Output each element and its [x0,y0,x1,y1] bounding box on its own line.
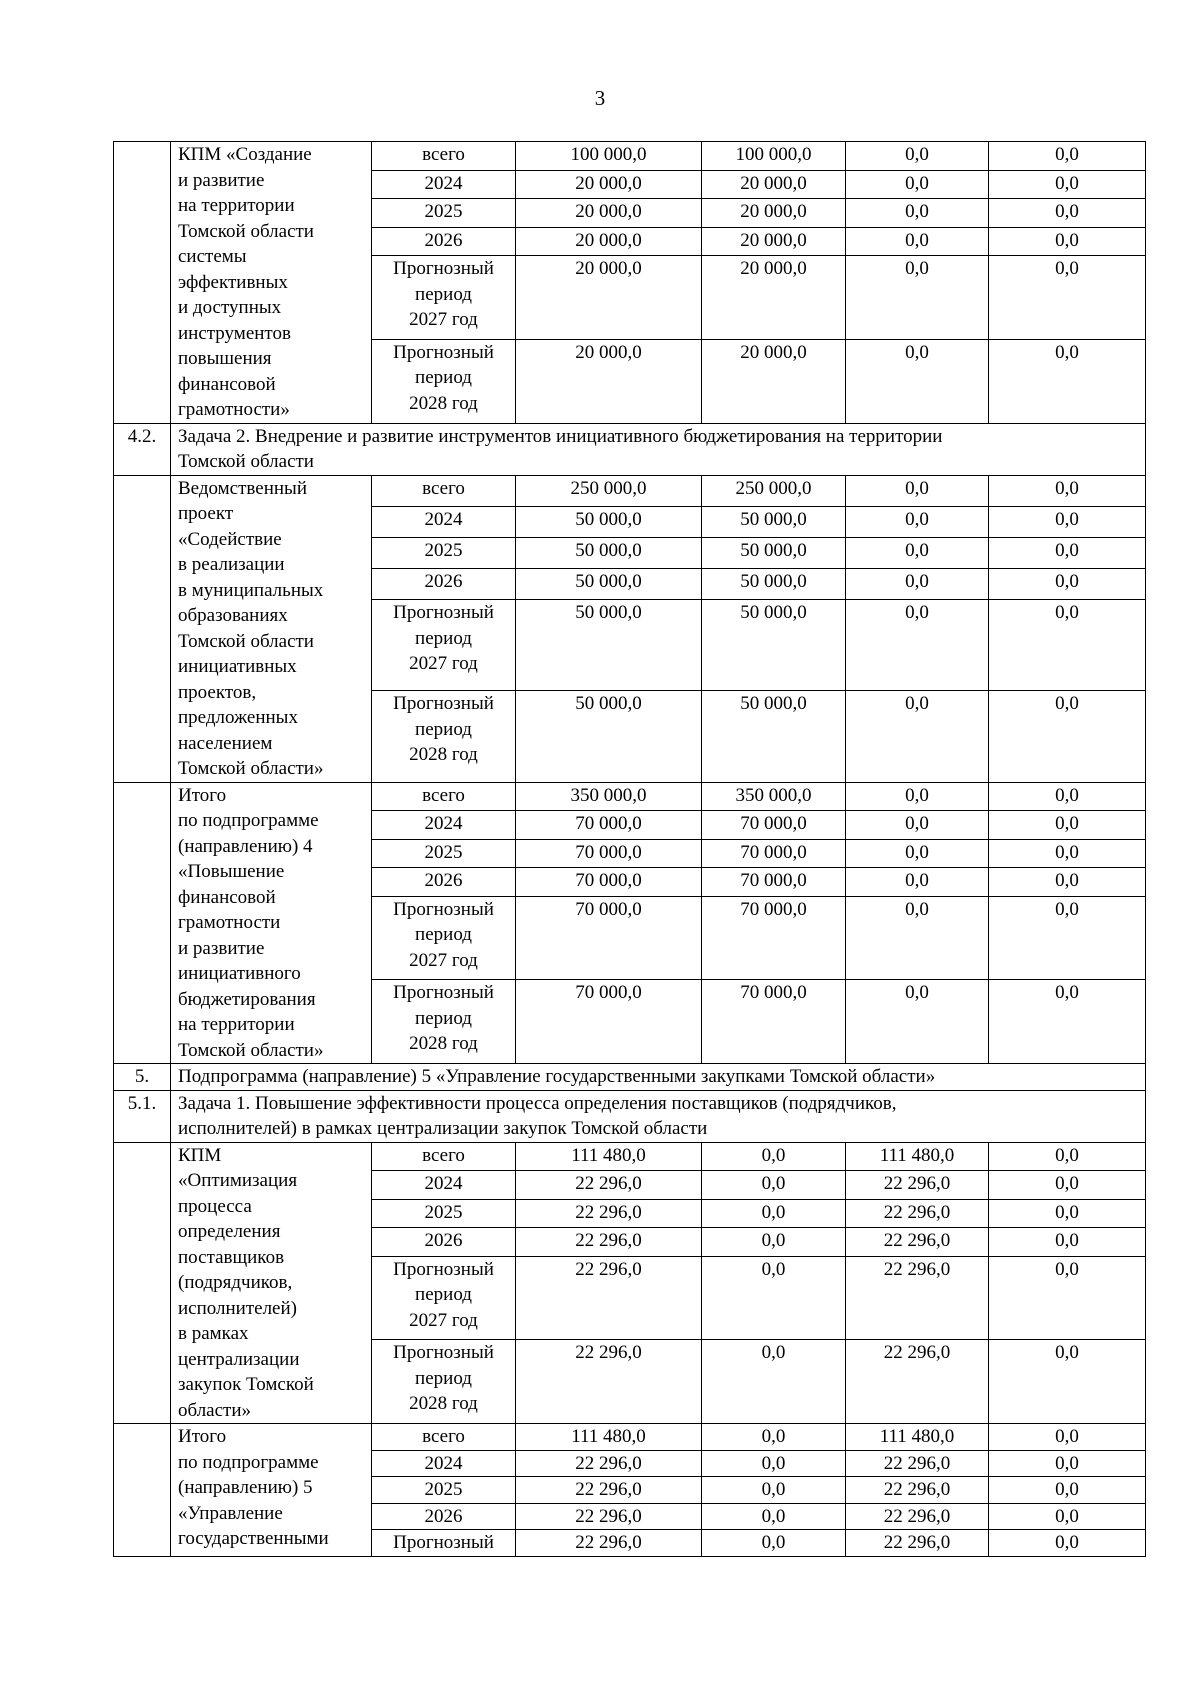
regional-value: 0,0 [846,691,989,782]
federal-value: 0,0 [702,1424,846,1451]
other-value: 0,0 [989,811,1146,840]
total-value: 22 296,0 [516,1199,702,1228]
regional-value: 22 296,0 [846,1340,989,1424]
regional-value: 0,0 [846,896,989,980]
other-value: 0,0 [989,1228,1146,1257]
item-name: КПМ «Создание и развитие на территории Томской области системы эффективных и доступных инструментов повышения финансовой грамотности» [171,142,372,424]
federal-value: 50 000,0 [702,691,846,782]
table-row [114,475,1146,506]
federal-value: 0,0 [702,1530,846,1557]
regional-value: 0,0 [846,782,989,811]
federal-value: 0,0 [702,1256,846,1340]
period-cell: 2024 [372,811,516,840]
federal-value: 350 000,0 [702,782,846,811]
other-value: 0,0 [989,475,1146,506]
total-value: 70 000,0 [516,868,702,897]
section-header-row [114,423,1146,475]
total-value: 70 000,0 [516,839,702,868]
total-value: 70 000,0 [516,980,702,1064]
other-value: 0,0 [989,782,1146,811]
other-value: 0,0 [989,1340,1146,1424]
other-value: 0,0 [989,506,1146,537]
other-value: 0,0 [989,896,1146,980]
total-value: 50 000,0 [516,568,702,599]
federal-value: 0,0 [702,1503,846,1530]
row-number-empty [114,475,171,782]
federal-value: 250 000,0 [702,475,846,506]
regional-value: 0,0 [846,506,989,537]
total-value: 50 000,0 [516,537,702,568]
regional-value: 0,0 [846,839,989,868]
other-value: 0,0 [989,199,1146,228]
total-value: 22 296,0 [516,1450,702,1477]
period-cell: 2026 [372,868,516,897]
regional-value: 22 296,0 [846,1171,989,1200]
regional-value: 111 480,0 [846,1424,989,1451]
total-value: 22 296,0 [516,1171,702,1200]
period-cell: 2026 [372,1503,516,1530]
period-cell: Прогнозный [372,1530,516,1557]
period-cell: 2026 [372,1228,516,1257]
regional-value: 0,0 [846,339,989,423]
period-cell: 2024 [372,1171,516,1200]
other-value: 0,0 [989,256,1146,340]
other-value: 0,0 [989,1477,1146,1504]
period-cell: Прогнозный период 2027 год [372,256,516,340]
table-body [114,142,1146,1557]
section-header-row [114,1064,1146,1091]
regional-value: 0,0 [846,811,989,840]
other-value: 0,0 [989,980,1146,1064]
federal-value: 0,0 [702,1228,846,1257]
row-number: 4.2. [114,423,171,475]
table-row [114,1424,1146,1451]
row-number-empty [114,782,171,1064]
total-value: 50 000,0 [516,691,702,782]
row-number-empty [114,142,171,424]
other-value: 0,0 [989,1171,1146,1200]
total-value: 111 480,0 [516,1424,702,1451]
item-name: КПМ «Оптимизация процесса определения поставщиков (подрядчиков, исполнителей) в рамках централизации закупок Томской области» [171,1142,372,1424]
total-value: 250 000,0 [516,475,702,506]
total-value: 22 296,0 [516,1530,702,1557]
federal-value: 20 000,0 [702,256,846,340]
other-value: 0,0 [989,1450,1146,1477]
regional-value: 22 296,0 [846,1256,989,1340]
regional-value: 0,0 [846,227,989,256]
federal-value: 0,0 [702,1142,846,1171]
total-value: 70 000,0 [516,811,702,840]
regional-value: 0,0 [846,537,989,568]
period-cell: 2024 [372,1450,516,1477]
federal-value: 50 000,0 [702,506,846,537]
period-cell: 2024 [372,506,516,537]
total-value: 22 296,0 [516,1228,702,1257]
other-value: 0,0 [989,1530,1146,1557]
row-number: 5.1. [114,1090,171,1142]
federal-value: 50 000,0 [702,600,846,691]
period-cell: Прогнозный период 2027 год [372,1256,516,1340]
period-cell: 2026 [372,227,516,256]
period-cell: всего [372,475,516,506]
section-title: Задача 2. Внедрение и развитие инструментов инициативного бюджетирования на территории Томской области [171,423,1146,475]
other-value: 0,0 [989,170,1146,199]
other-value: 0,0 [989,839,1146,868]
other-value: 0,0 [989,339,1146,423]
federal-value: 70 000,0 [702,980,846,1064]
other-value: 0,0 [989,868,1146,897]
total-value: 20 000,0 [516,170,702,199]
budget-table [113,141,1146,1557]
total-value: 22 296,0 [516,1340,702,1424]
regional-value: 22 296,0 [846,1450,989,1477]
period-cell: всего [372,782,516,811]
federal-value: 20 000,0 [702,227,846,256]
other-value: 0,0 [989,227,1146,256]
total-value: 50 000,0 [516,506,702,537]
federal-value: 20 000,0 [702,199,846,228]
period-cell: Прогнозный период 2027 год [372,896,516,980]
total-value: 22 296,0 [516,1503,702,1530]
regional-value: 22 296,0 [846,1503,989,1530]
table-row [114,142,1146,171]
period-cell: всего [372,1424,516,1451]
table-row [114,1142,1146,1171]
regional-value: 0,0 [846,868,989,897]
total-value: 22 296,0 [516,1477,702,1504]
period-cell: 2025 [372,1199,516,1228]
other-value: 0,0 [989,600,1146,691]
federal-value: 0,0 [702,1199,846,1228]
period-cell: Прогнозный период 2028 год [372,691,516,782]
other-value: 0,0 [989,1424,1146,1451]
regional-value: 0,0 [846,568,989,599]
federal-value: 20 000,0 [702,170,846,199]
federal-value: 100 000,0 [702,142,846,171]
total-value: 20 000,0 [516,256,702,340]
federal-value: 20 000,0 [702,339,846,423]
total-value: 70 000,0 [516,896,702,980]
page-number: 3 [594,86,606,110]
row-number-empty [114,1142,171,1424]
section-title: Задача 1. Повышение эффективности процесса определения поставщиков (подрядчиков, исполнителей) в рамках централизации закупок Томской области [171,1090,1146,1142]
federal-value: 0,0 [702,1340,846,1424]
other-value: 0,0 [989,1142,1146,1171]
total-value: 100 000,0 [516,142,702,171]
regional-value: 22 296,0 [846,1477,989,1504]
other-value: 0,0 [989,568,1146,599]
other-value: 0,0 [989,537,1146,568]
total-value: 22 296,0 [516,1256,702,1340]
federal-value: 70 000,0 [702,811,846,840]
total-value: 111 480,0 [516,1142,702,1171]
federal-value: 70 000,0 [702,839,846,868]
other-value: 0,0 [989,1256,1146,1340]
row-number: 5. [114,1064,171,1091]
total-value: 20 000,0 [516,227,702,256]
period-cell: 2024 [372,170,516,199]
regional-value: 0,0 [846,475,989,506]
table-row [114,782,1146,811]
regional-value: 0,0 [846,142,989,171]
federal-value: 50 000,0 [702,537,846,568]
period-cell: 2026 [372,568,516,599]
federal-value: 70 000,0 [702,896,846,980]
federal-value: 50 000,0 [702,568,846,599]
total-value: 50 000,0 [516,600,702,691]
regional-value: 111 480,0 [846,1142,989,1171]
federal-value: 0,0 [702,1477,846,1504]
regional-value: 0,0 [846,199,989,228]
other-value: 0,0 [989,1199,1146,1228]
regional-value: 22 296,0 [846,1228,989,1257]
item-name: Итого по подпрограмме (направлению) 4 «Повышение финансовой грамотности и развитие инициативного бюджетирования на территории Томской области» [171,782,372,1064]
regional-value: 0,0 [846,600,989,691]
regional-value: 22 296,0 [846,1530,989,1557]
period-cell: Прогнозный период 2028 год [372,339,516,423]
federal-value: 0,0 [702,1171,846,1200]
period-cell: 2025 [372,839,516,868]
total-value: 20 000,0 [516,199,702,228]
federal-value: 70 000,0 [702,868,846,897]
federal-value: 0,0 [702,1450,846,1477]
period-cell: Прогнозный период 2028 год [372,1340,516,1424]
total-value: 350 000,0 [516,782,702,811]
other-value: 0,0 [989,1503,1146,1530]
period-cell: 2025 [372,537,516,568]
regional-value: 0,0 [846,170,989,199]
period-cell: Прогнозный период 2027 год [372,600,516,691]
other-value: 0,0 [989,691,1146,782]
period-cell: 2025 [372,1477,516,1504]
section-header-row [114,1090,1146,1142]
regional-value: 0,0 [846,980,989,1064]
period-cell: 2025 [372,199,516,228]
section-title: Подпрограмма (направление) 5 «Управление государственными закупками Томской области» [171,1064,1146,1091]
period-cell: всего [372,1142,516,1171]
regional-value: 22 296,0 [846,1199,989,1228]
period-cell: Прогнозный период 2028 год [372,980,516,1064]
other-value: 0,0 [989,142,1146,171]
regional-value: 0,0 [846,256,989,340]
total-value: 20 000,0 [516,339,702,423]
item-name: Ведомственный проект «Содействие в реализации в муниципальных образованиях Томской области инициативных проектов, предложенных населением Томской области» [171,475,372,782]
period-cell: всего [372,142,516,171]
item-name: Итого по подпрограмме (направлению) 5 «Управление государственными [171,1424,372,1557]
row-number-empty [114,1424,171,1557]
